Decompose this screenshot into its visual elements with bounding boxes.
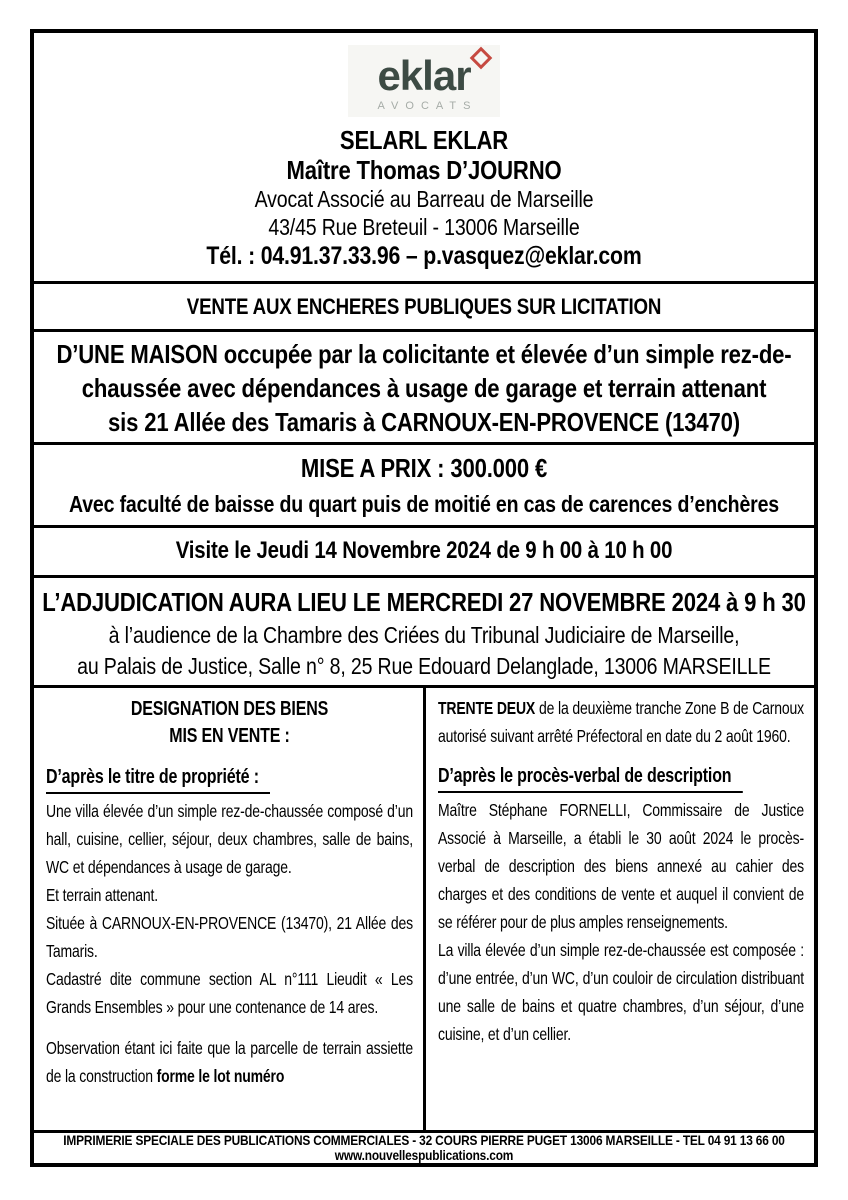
process-verbal-para-1: Maître Stéphane FORNELLI, Commissaire de Justice Associé à Marseille, a établi le 30 août 2024 le procès-verbal de description des biens annexé au cahier des charges et des conditions de vente et auquel il convient de se référer pour de plus amples renseignements.: [438, 800, 804, 932]
title-deed-para-1: Une villa élevée d’un simple rez-de-chaussée composé d’un hall, cuisine, cellier, séjour, deux chambres, salle de bains, WC et dépendances à usage de garage.: [46, 801, 413, 877]
section-price: [34, 445, 814, 528]
title-deed-para-2: Et terrain attenant.: [46, 885, 158, 905]
visit-info: Visite le Jeudi 14 Novembre 2024 de 9 h 00 à 10 h 00: [175, 537, 673, 564]
printer-credit: IMPRIMERIE SPECIALE DES PUBLICATIONS COMMERCIALES - 32 COURS PIERRE PUGET 13006 MARSEILLE - TEL 04 91 13 66 00: [63, 1133, 785, 1148]
eklar-logo-text: eklar: [377, 52, 471, 99]
title-deed-para-3: Située à CARNOUX-EN-PROVENCE (13470), 21 Allée des Tamaris.: [46, 913, 413, 961]
property-line-3: sis 21 Allée des Tamaris à CARNOUX-EN-PROVENCE (13470): [108, 407, 740, 437]
section-designation-columns: [34, 688, 814, 1133]
price-condition: Avec faculté de baisse du quart puis de moitié en cas de carences d’enchères: [68, 491, 779, 517]
firm-address: 43/45 Rue Breteuil - 13006 Marseille: [268, 214, 580, 240]
firm-name: SELARL EKLAR: [339, 125, 509, 155]
lawyer-role: Avocat Associé au Barreau de Marseille: [254, 186, 594, 212]
section-visit: [34, 528, 814, 578]
right-column-designation: [426, 688, 814, 1130]
eklar-logo-subtitle: AVOCATS: [377, 100, 478, 112]
firm-contact: Tél. : 04.91.37.33.96 – p.vasquez@eklar.com: [206, 242, 642, 270]
title-deed-subheading: D’après le titre de propriété :: [46, 764, 413, 794]
designation-heading: [46, 696, 413, 750]
property-line-1: D’UNE MAISON occupée par la colicitante et élevée d’un simple rez-de-: [56, 339, 792, 369]
section-sale-title: [34, 284, 814, 332]
publisher-website: www.nouvellespublications.com: [334, 1147, 514, 1163]
sale-title: VENTE AUX ENCHERES PUBLIQUES SUR LICITATION: [186, 294, 662, 319]
observation-paragraph: Observation étant ici faite que la parcelle de terrain assiette de la construction forme le lot numéro: [46, 1038, 413, 1086]
auction-venue-line-1: à l’audience de la Chambre des Criées du Tribunal Judiciaire de Marseille,: [108, 622, 740, 648]
lawyer-name: Maître Thomas D’JOURNO: [286, 155, 562, 185]
section-auction: [34, 578, 814, 688]
designation-heading-line-1: DESIGNATION DES BIENS: [130, 698, 329, 720]
auction-venue-line-2: au Palais de Justice, Salle n° 8, 25 Rue Edouard Delanglade, 13006 MARSEILLE: [77, 653, 771, 679]
left-column-designation: [34, 688, 426, 1130]
section-office-header: [34, 33, 814, 284]
title-deed-para-4: Cadastré dite commune section AL n°111 Lieudit « Les Grands Ensembles » pour une contenance de 14 ares.: [46, 969, 413, 1017]
price-headline: MISE A PRIX : 300.000 €: [300, 453, 548, 483]
legal-notice-sheet: [30, 29, 818, 1167]
process-verbal-subheading: D’après le procès-verbal de description: [438, 763, 804, 793]
lot-number-paragraph: TRENTE DEUX de la deuxième tranche Zone B de Carnoux autorisé suivant arrêté Préfectoral en date du 2 août 1960.: [438, 698, 804, 746]
observation-bold-fragment: forme le lot numéro: [156, 1066, 285, 1086]
property-line-2: chaussée avec dépendances à usage de garage et terrain attenant: [81, 373, 767, 403]
section-footer: [34, 1133, 814, 1163]
lot-number-bold-fragment: TRENTE DEUX: [438, 698, 536, 718]
sparkle-diamond-icon: [469, 47, 492, 70]
section-property-description: [34, 332, 814, 445]
process-verbal-para-2: La villa élevée d’un simple rez-de-chaussée est composée : d’une entrée, d’un WC, d’un couloir de circulation distribuant une salle de bains et quatre chambres, d’un séjour, d’une cuisine, et d’un cellier.: [438, 940, 804, 1044]
designation-heading-line-2: MIS EN VENTE :: [169, 725, 290, 747]
eklar-logo: [348, 45, 500, 117]
auction-headline: L’ADJUDICATION AURA LIEU LE MERCREDI 27 NOVEMBRE 2024 à 9 h 30: [42, 587, 806, 617]
